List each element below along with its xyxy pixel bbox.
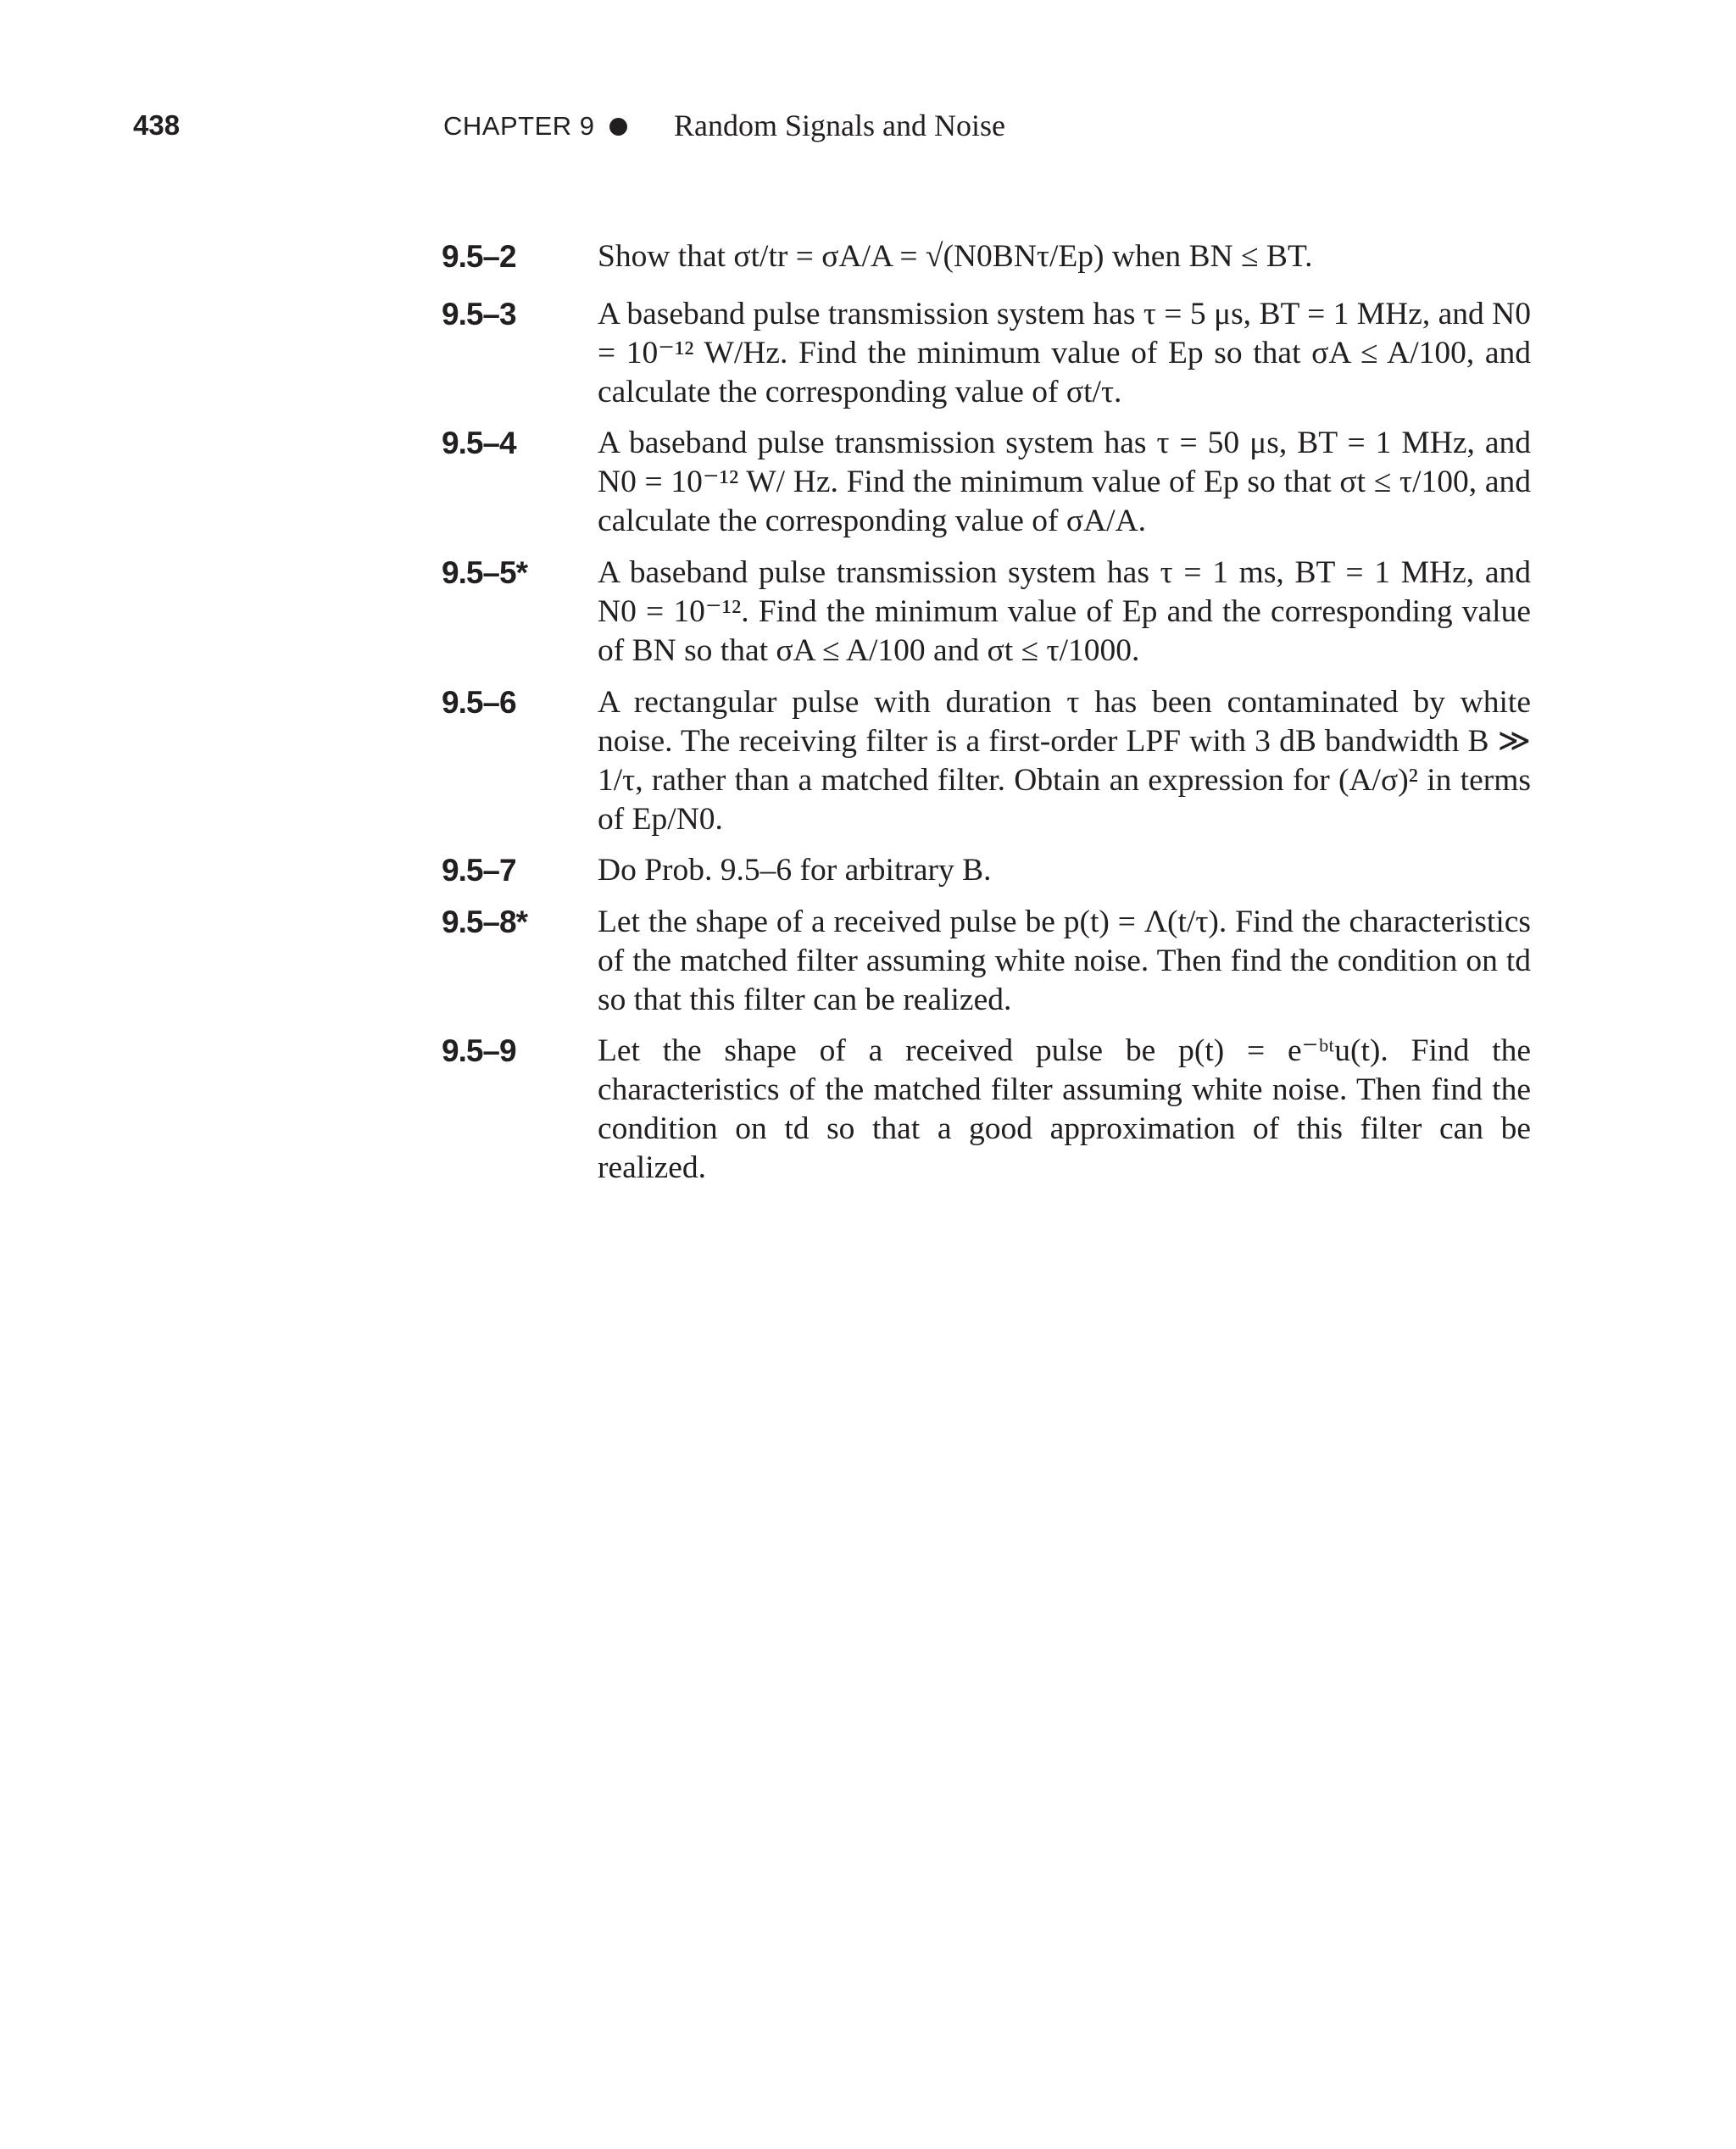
problem-number: 9.5–3: [442, 297, 516, 331]
problem-number: 9.5–4: [442, 426, 516, 460]
problem-text: Show that σt/tr = σA/A = √(N0BNτ/Ep) when BN ≤ BT.: [598, 239, 1313, 274]
problem-text: A baseband pulse transmission system has τ = 50 μs, BT = 1 MHz, and N0 = 10⁻¹² W/ Hz. Find the minimum value of Ep so that σt ≤ τ/100, and calculate the corresponding value of σA/A.: [598, 426, 1531, 538]
header-bullet-icon: [609, 118, 627, 136]
problem-number: 9.5–7: [442, 853, 516, 888]
problem-text: Let the shape of a received pulse be p(t) = e⁻ᵇᵗu(t). Find the characteristics of the matched filter assuming white noise. Then find the condition on td so that a good approximation of this filter can be realized.: [598, 1033, 1531, 1185]
problem-text: A baseband pulse transmission system has τ = 1 ms, BT = 1 MHz, and N0 = 10⁻¹². Find the minimum value of Ep and the corresponding value of BN so that σA ≤ A/100 and σt ≤ τ/1000.: [598, 555, 1531, 668]
problem-text: Do Prob. 9.5–6 for arbitrary B.: [598, 853, 992, 888]
problem-number: 9.5–2: [442, 239, 516, 274]
chapter-title: Random Signals and Noise: [674, 109, 1005, 142]
problem-number: 9.5–9: [442, 1033, 516, 1068]
problem-number: 9.5–8*: [442, 905, 527, 939]
problem-text: Let the shape of a received pulse be p(t) = Λ(t/τ). Find the characteristics of the matched filter assuming white noise. Then find the condition on td so that this filter can be realized.: [598, 905, 1531, 1017]
problem-text: A baseband pulse transmission system has τ = 5 μs, BT = 1 MHz, and N0 = 10⁻¹² W/Hz. Find the minimum value of Ep so that σA ≤ A/100, and calculate the corresponding value of σt/τ.: [598, 297, 1531, 409]
problem-text: A rectangular pulse with duration τ has been contaminated by white noise. The receiving filter is a first-order LPF with 3 dB bandwidth B ≫ 1/τ, rather than a matched filter. Obtain an expression for (A/σ)² in terms of Ep/N0.: [598, 685, 1531, 837]
chapter-label: CHAPTER 9: [443, 111, 595, 141]
page-number: 438: [133, 109, 181, 141]
problem-number: 9.5–6: [442, 685, 516, 720]
problem-number: 9.5–5*: [442, 555, 527, 590]
